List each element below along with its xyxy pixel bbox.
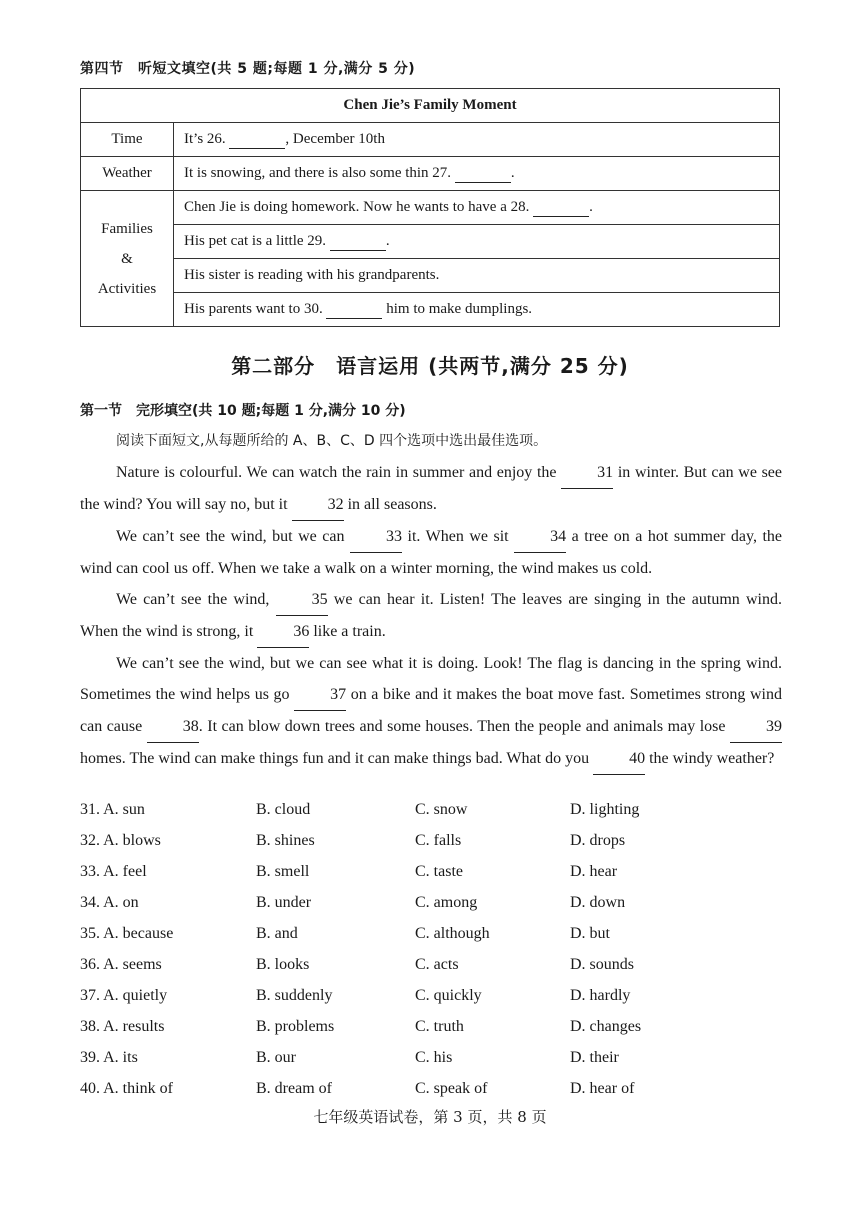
section1-instruction: 阅读下面短文,从每题所给的 A、B、C、D 四个选项中选出最佳选项。 <box>116 433 548 449</box>
family-moment-table <box>80 88 780 327</box>
option-40-b[interactable]: B. dream of <box>256 1080 332 1097</box>
part2-title: 第二部分 语言运用 (共两节,满分 25 分) <box>231 354 629 378</box>
option-34-c[interactable]: C. among <box>415 894 478 911</box>
activity-row-3: His sister is reading with his grandparents. <box>174 259 780 293</box>
option-35-d[interactable]: D. but <box>570 925 610 942</box>
option-39-c[interactable]: C. his <box>415 1049 453 1066</box>
answer-blank-30[interactable] <box>326 301 382 319</box>
weather-cell: It is snowing, and there is also some thin 27. . <box>174 157 780 191</box>
option-row-35 <box>80 920 780 951</box>
option-37-d[interactable]: D. hardly <box>570 987 631 1004</box>
option-39-b[interactable]: B. our <box>256 1049 296 1066</box>
option-row-40 <box>80 1075 780 1106</box>
option-40-d[interactable]: D. hear of <box>570 1080 635 1097</box>
option-33-b[interactable]: B. smell <box>256 863 310 880</box>
section4-title: 第四节 听短文填空(共 5 题;每题 1 分,满分 5 分) <box>80 61 416 77</box>
option-38-d[interactable]: D. changes <box>570 1018 642 1035</box>
option-36-c[interactable]: C. acts <box>415 956 459 973</box>
option-row-32 <box>80 827 780 858</box>
activity-row-2: His pet cat is a little 29. . <box>174 225 780 259</box>
option-row-31 <box>80 796 780 827</box>
answer-options <box>80 796 780 1106</box>
option-31-c[interactable]: C. snow <box>415 801 468 818</box>
paragraph-1: Nature is colourful. We can watch the rain in summer and enjoy the 31 in winter. But can we see the wind? You will say no, but it 32 in all seasons. <box>80 457 782 521</box>
option-40-c[interactable]: C. speak of <box>415 1080 488 1097</box>
page-footer: 七年级英语试卷，第 3 页，共 8 页 <box>313 1108 547 1126</box>
paragraph-2: We can’t see the wind, but we can 33 it. When we sit 34 a tree on a hot summer day, the wind can cool us off. When we take a walk on a winter morning, the wind makes us cold. <box>80 521 782 584</box>
paragraph-4: We can’t see the wind, but we can see what it is doing. Look! The flag is dancing in the spring wind. Sometimes the wind helps us go 37 on a bike and it makes the boat move fast. Sometimes strong wind can cause 38. It can blow down trees and some houses. Then the people and animals may lose 39 homes. The wind can make things fun and it can make things bad. What do you 40 the windy weather? <box>80 648 782 775</box>
paragraph-3: We can’t see the wind, 35 we can hear it. Listen! The leaves are singing in the autumn wind. When the wind is strong, it 36 like a train. <box>80 584 782 648</box>
activities-label: Families & Activities <box>81 191 174 327</box>
blank-35: 35 <box>276 584 328 616</box>
option-32-d[interactable]: D. drops <box>570 832 626 849</box>
option-32-c[interactable]: C. falls <box>415 832 462 849</box>
cloze-passage <box>80 457 782 775</box>
option-34-d[interactable]: D. down <box>570 894 626 911</box>
option-34-a[interactable]: 34. A. on <box>80 894 139 911</box>
option-33-c[interactable]: C. taste <box>415 863 463 880</box>
time-label: Time <box>81 123 174 157</box>
option-34-b[interactable]: B. under <box>256 894 312 911</box>
option-row-34 <box>80 889 780 920</box>
option-39-d[interactable]: D. their <box>570 1049 619 1066</box>
option-31-b[interactable]: B. cloud <box>256 801 311 818</box>
option-row-36 <box>80 951 780 982</box>
blank-37: 37 <box>294 679 346 711</box>
option-31-a[interactable]: 31. A. sun <box>80 801 145 818</box>
option-39-a[interactable]: 39. A. its <box>80 1049 138 1066</box>
option-35-a[interactable]: 35. A. because <box>80 925 174 942</box>
answer-blank-29[interactable] <box>330 233 386 251</box>
option-33-a[interactable]: 33. A. feel <box>80 863 147 880</box>
option-row-39 <box>80 1044 780 1075</box>
blank-40: 40 <box>593 743 645 775</box>
option-38-b[interactable]: B. problems <box>256 1018 335 1035</box>
answer-blank-26[interactable] <box>229 131 285 149</box>
option-37-b[interactable]: B. suddenly <box>256 987 333 1004</box>
blank-31: 31 <box>561 457 613 489</box>
blank-33: 33 <box>350 521 402 553</box>
option-36-b[interactable]: B. looks <box>256 956 310 973</box>
activity-row-4: His parents want to 30. him to make dumplings. <box>174 293 780 327</box>
option-31-d[interactable]: D. lighting <box>570 801 640 818</box>
option-32-a[interactable]: 32. A. blows <box>80 832 161 849</box>
option-36-d[interactable]: D. sounds <box>570 956 635 973</box>
option-38-c[interactable]: C. truth <box>415 1018 464 1035</box>
blank-38: 38 <box>147 711 199 743</box>
option-35-c[interactable]: C. although <box>415 925 490 942</box>
option-38-a[interactable]: 38. A. results <box>80 1018 165 1035</box>
answer-blank-27[interactable] <box>455 165 511 183</box>
blank-34: 34 <box>514 521 566 553</box>
option-37-a[interactable]: 37. A. quietly <box>80 987 168 1004</box>
option-32-b[interactable]: B. shines <box>256 832 315 849</box>
answer-blank-28[interactable] <box>533 199 589 217</box>
time-cell: It’s 26. , December 10th <box>174 123 780 157</box>
option-37-c[interactable]: C. quickly <box>415 987 482 1004</box>
option-35-b[interactable]: B. and <box>256 925 298 942</box>
option-36-a[interactable]: 36. A. seems <box>80 956 162 973</box>
section1-title: 第一节 完形填空(共 10 题;每题 1 分,满分 10 分) <box>80 403 406 419</box>
option-row-37 <box>80 982 780 1013</box>
activity-row-1: Chen Jie is doing homework. Now he wants to have a 28. . <box>174 191 780 225</box>
table-caption: Chen Jie’s Family Moment <box>81 89 780 123</box>
weather-label: Weather <box>81 157 174 191</box>
blank-36: 36 <box>257 616 309 648</box>
option-row-33 <box>80 858 780 889</box>
option-33-d[interactable]: D. hear <box>570 863 618 880</box>
option-40-a[interactable]: 40. A. think of <box>80 1080 173 1097</box>
option-row-38 <box>80 1013 780 1044</box>
blank-32: 32 <box>292 489 344 521</box>
blank-39: 39 <box>730 711 782 743</box>
